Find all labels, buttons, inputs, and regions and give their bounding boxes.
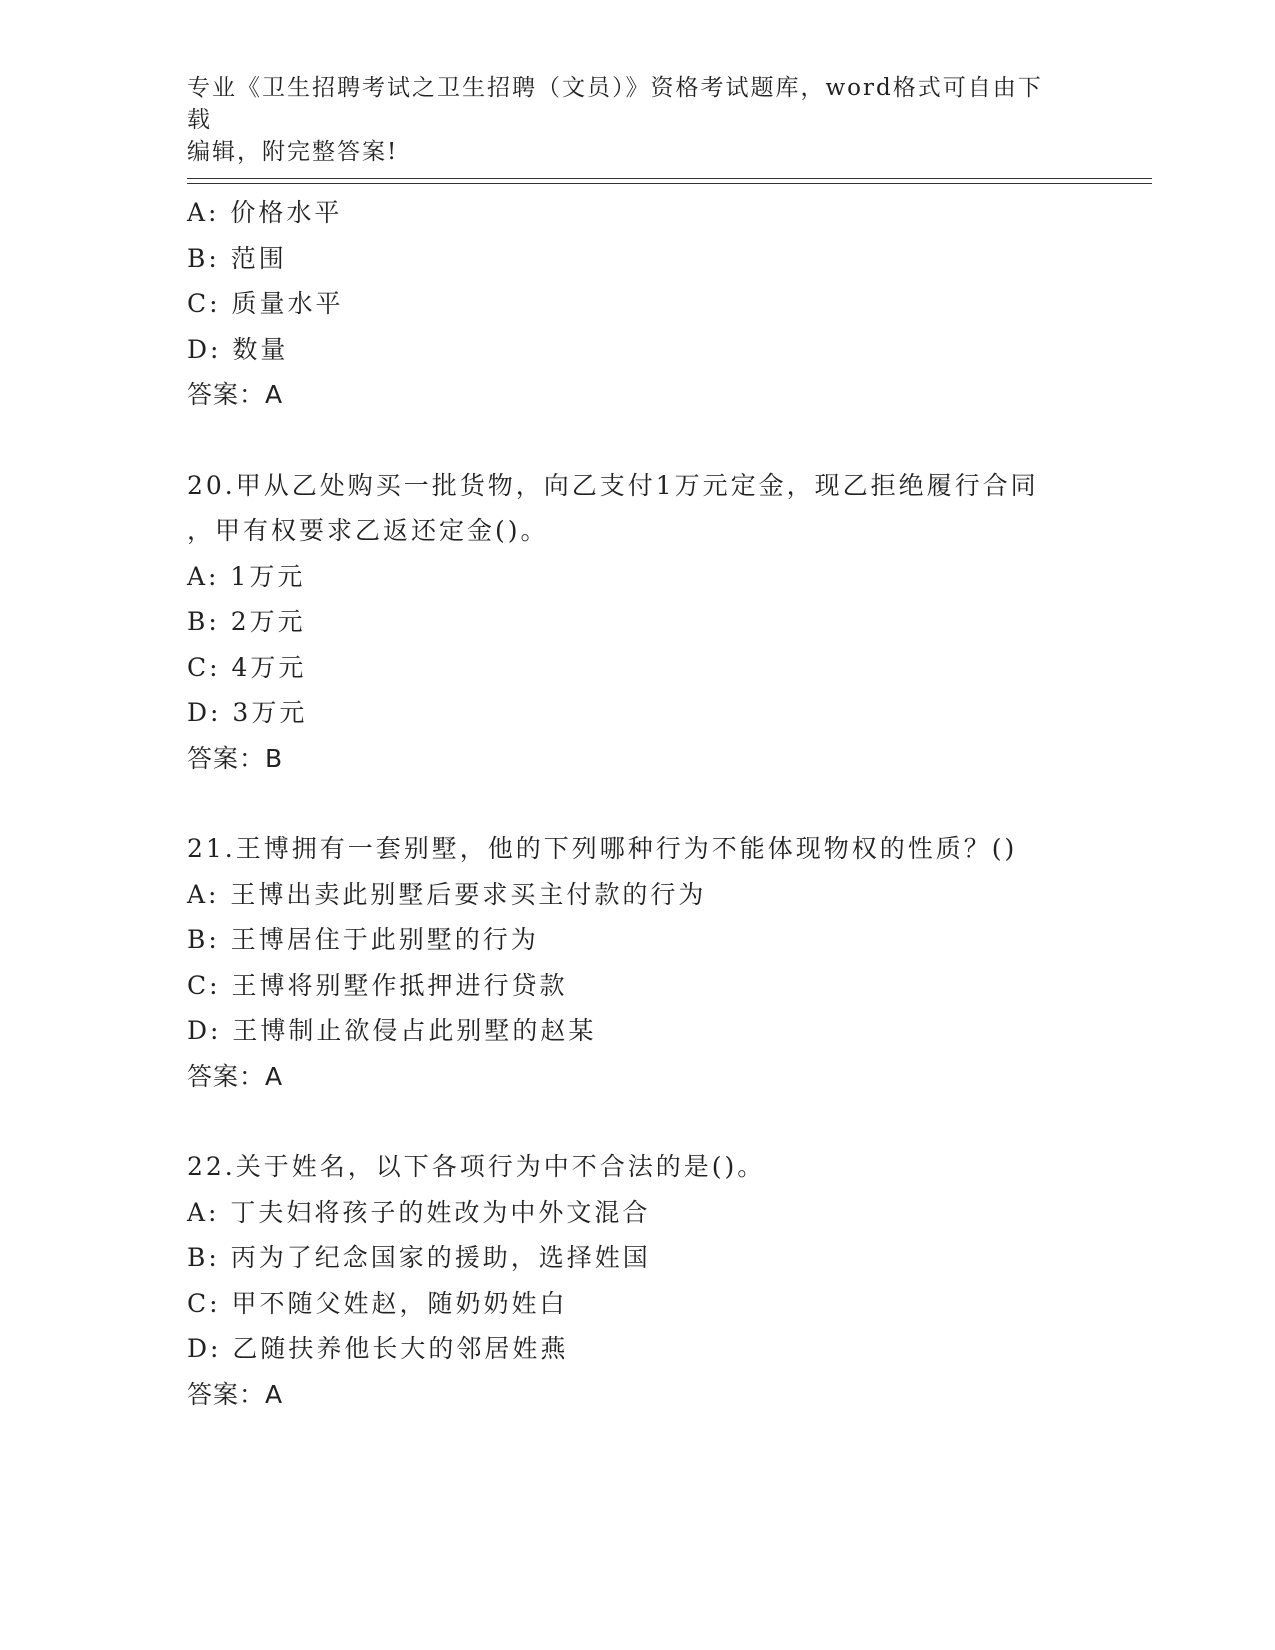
- answer-line: 答案：A: [187, 380, 284, 409]
- document-header: [187, 72, 1067, 168]
- question-19: [187, 190, 1152, 418]
- answer-line: 答案：B: [187, 743, 284, 773]
- header-line-2: 编辑，附完整答案!: [187, 139, 399, 165]
- question-text-continued: ，甲有权要求乙返还定金()。: [187, 516, 549, 545]
- question-21: [187, 826, 1152, 1099]
- spacer: [187, 1099, 1152, 1144]
- question-list: [187, 190, 1152, 1417]
- option-a: A: 丁夫妇将孩子的姓改为中外文混合: [187, 1197, 651, 1227]
- option-d: D: 数量: [187, 334, 289, 364]
- answer-line: 答案：A: [187, 1061, 284, 1091]
- option-b: B: 范围: [187, 243, 287, 273]
- option-b: B: 王博居住于此别墅的行为: [187, 925, 539, 954]
- spacer: [187, 781, 1152, 826]
- option-a: A: 价格水平: [187, 198, 343, 227]
- question-text: 22.关于姓名，以下各项行为中不合法的是()。: [187, 1152, 766, 1181]
- option-b: B: 丙为了纪念国家的援助，选择姓国: [187, 1243, 651, 1272]
- answer-line: 答案：A: [187, 1379, 284, 1409]
- option-c: C: 王博将别墅作抵押进行贷款: [187, 970, 568, 1000]
- question-22: [187, 1144, 1152, 1417]
- spacer: [187, 418, 1152, 463]
- option-c: C: 质量水平: [187, 289, 344, 318]
- option-a: A: 1万元: [187, 561, 306, 591]
- option-d: D: 王博制止欲侵占此别墅的赵某: [187, 1016, 597, 1045]
- option-a: A: 王博出卖此别墅后要求买主付款的行为: [187, 879, 707, 909]
- question-text: 21.王博拥有一套别墅，他的下列哪种行为不能体现物权的性质？(): [187, 834, 1018, 863]
- header-divider: [187, 178, 1152, 184]
- option-c: C: 4万元: [187, 652, 307, 682]
- question-text: 20.甲从乙处购买一批货物，向乙支付1万元定金，现乙拒绝履行合同: [187, 470, 1039, 500]
- option-c: C: 甲不随父姓赵，随奶奶姓白: [187, 1288, 568, 1318]
- header-line-1: 专业《卫生招聘考试之卫生招聘（文员）》资格考试题库，word格式可自由下载: [187, 75, 1043, 133]
- option-d: D: 3万元: [187, 698, 308, 727]
- question-20: [187, 463, 1152, 782]
- option-d: D: 乙随扶养他长大的邻居姓燕: [187, 1334, 569, 1363]
- option-b: B: 2万元: [187, 607, 306, 636]
